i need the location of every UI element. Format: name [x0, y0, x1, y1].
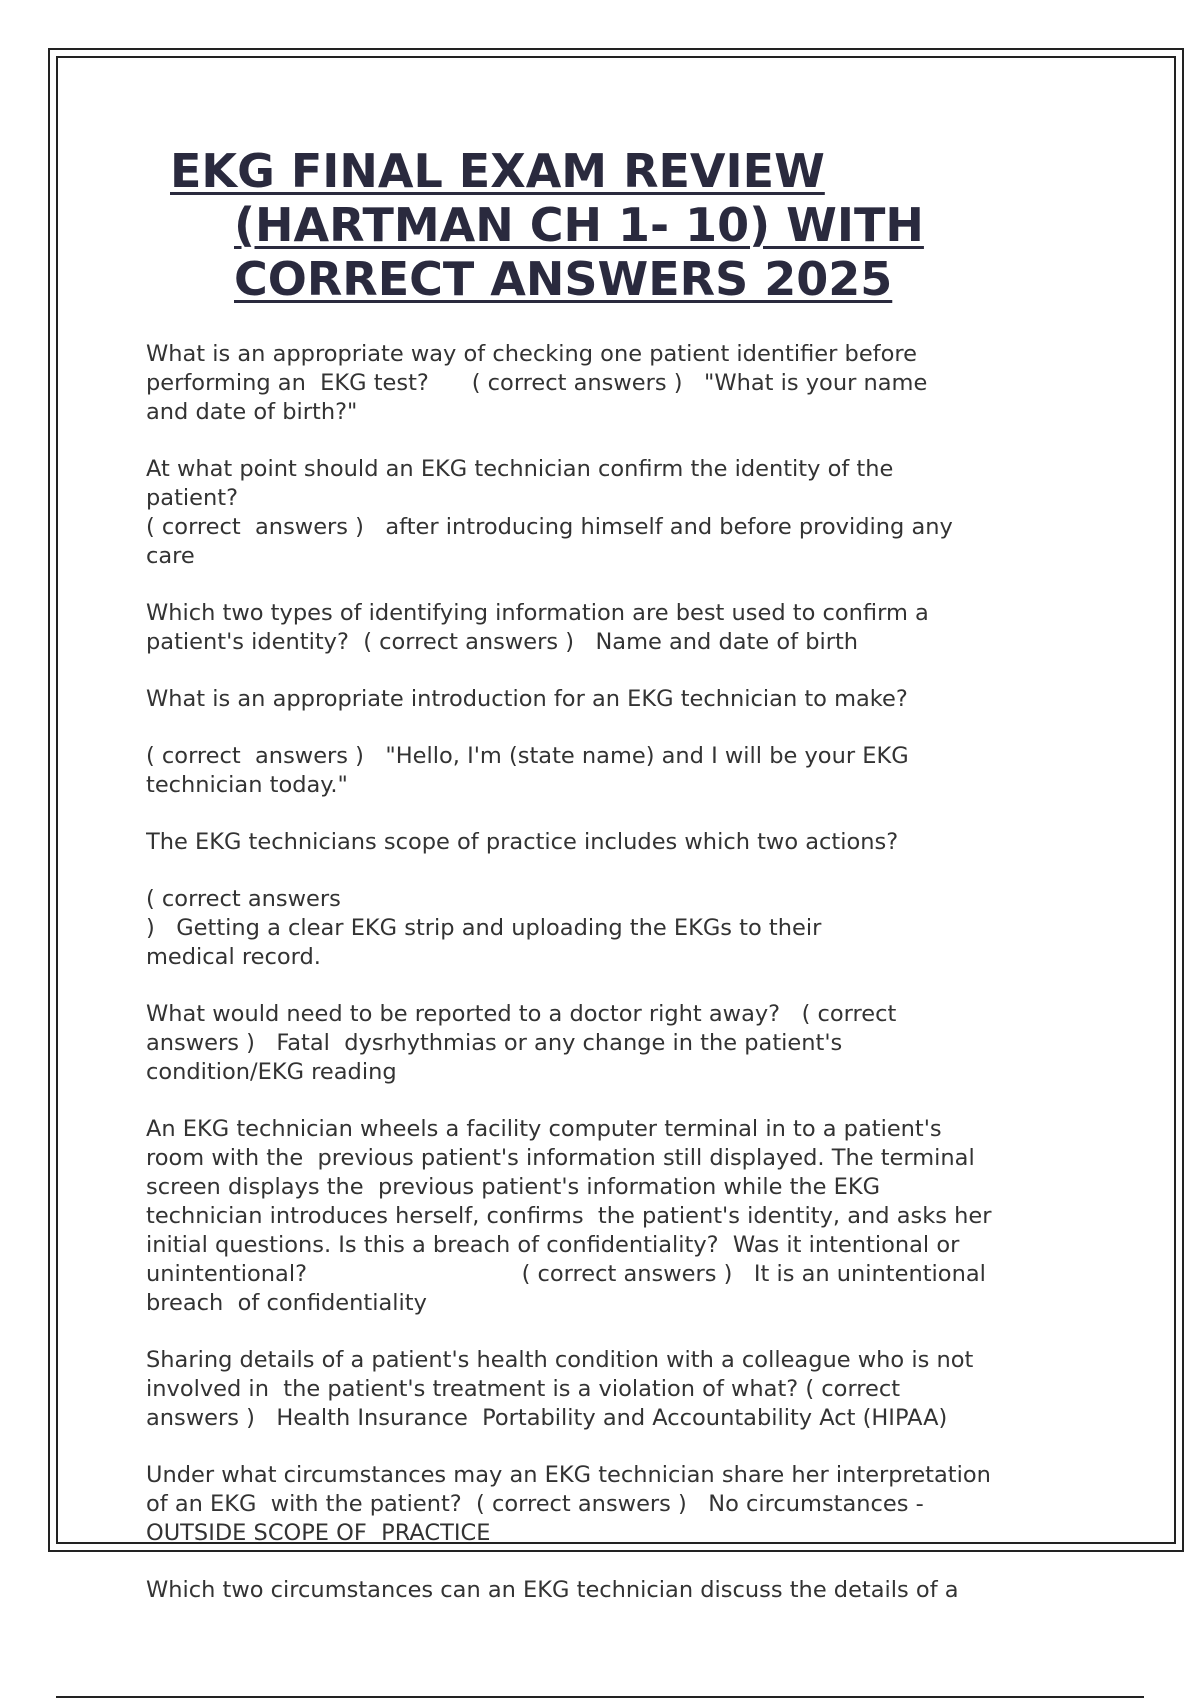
qa-content: [146, 340, 1086, 1602]
qa-item-cut-off: Which two circumstances can an EKG technician discuss the details of a: [146, 1577, 959, 1602]
title-line-2: (HARTMAN CH 1- 10) WITH: [234, 198, 924, 252]
qa-item: Which two types of identifying information are best used to confirm a patient's identity? ( correct answers ) Name and date of birth: [146, 600, 929, 655]
qa-item: Under what circumstances may an EKG technician share her interpretation of an EKG with the patient? ( correct answers ) No circumstances - OUTSIDE SCOPE OF PRACTICE: [146, 1462, 991, 1546]
qa-item: What would need to be reported to a doctor right away? ( correct answers ) Fatal dysrhythmias or any change in the patient's condition/EKG reading: [146, 1001, 897, 1085]
qa-item: The EKG technicians scope of practice includes which two actions?: [146, 829, 899, 855]
qa-item: What is an appropriate introduction for an EKG technician to make?: [146, 686, 908, 712]
qa-item: An EKG technician wheels a facility computer terminal in to a patient's room with the previous patient's information still displayed. The terminal screen displays the previous patient's information while the EKG technician introduces herself, confirms the patient's identity, and asks her initial questions. Is this a breach of confidentiality? Was it intentional or unintentional? ( correct answers ) It is an unintentional breach of confidentiality: [146, 1116, 992, 1316]
title-line-1: EKG FINAL EXAM REVIEW: [170, 144, 825, 198]
qa-item: ( correct answers ) "Hello, I'm (state name) and I will be your EKG technician today.": [146, 743, 909, 798]
qa-item: Sharing details of a patient's health condition with a colleague who is not involved in the patient's treatment is a violation of what? ( correct answers ) Health Insurance Portability and Accountability Act (HIPAA): [146, 1347, 974, 1431]
page-bottom-rule: [56, 1696, 1144, 1698]
document-title: [170, 144, 924, 306]
qa-item: At what point should an EKG technician confirm the identity of the patient? ( correct answers ) after introducing himself and before providing any care: [146, 456, 953, 569]
qa-item: ( correct answers ) Getting a clear EKG strip and uploading the EKGs to their medical record.: [146, 886, 822, 970]
qa-item: What is an appropriate way of checking one patient identifier before performing an EKG test? ( correct answers ) "What is your name and date of birth?": [146, 341, 928, 425]
title-line-3: CORRECT ANSWERS 2025: [234, 252, 893, 306]
